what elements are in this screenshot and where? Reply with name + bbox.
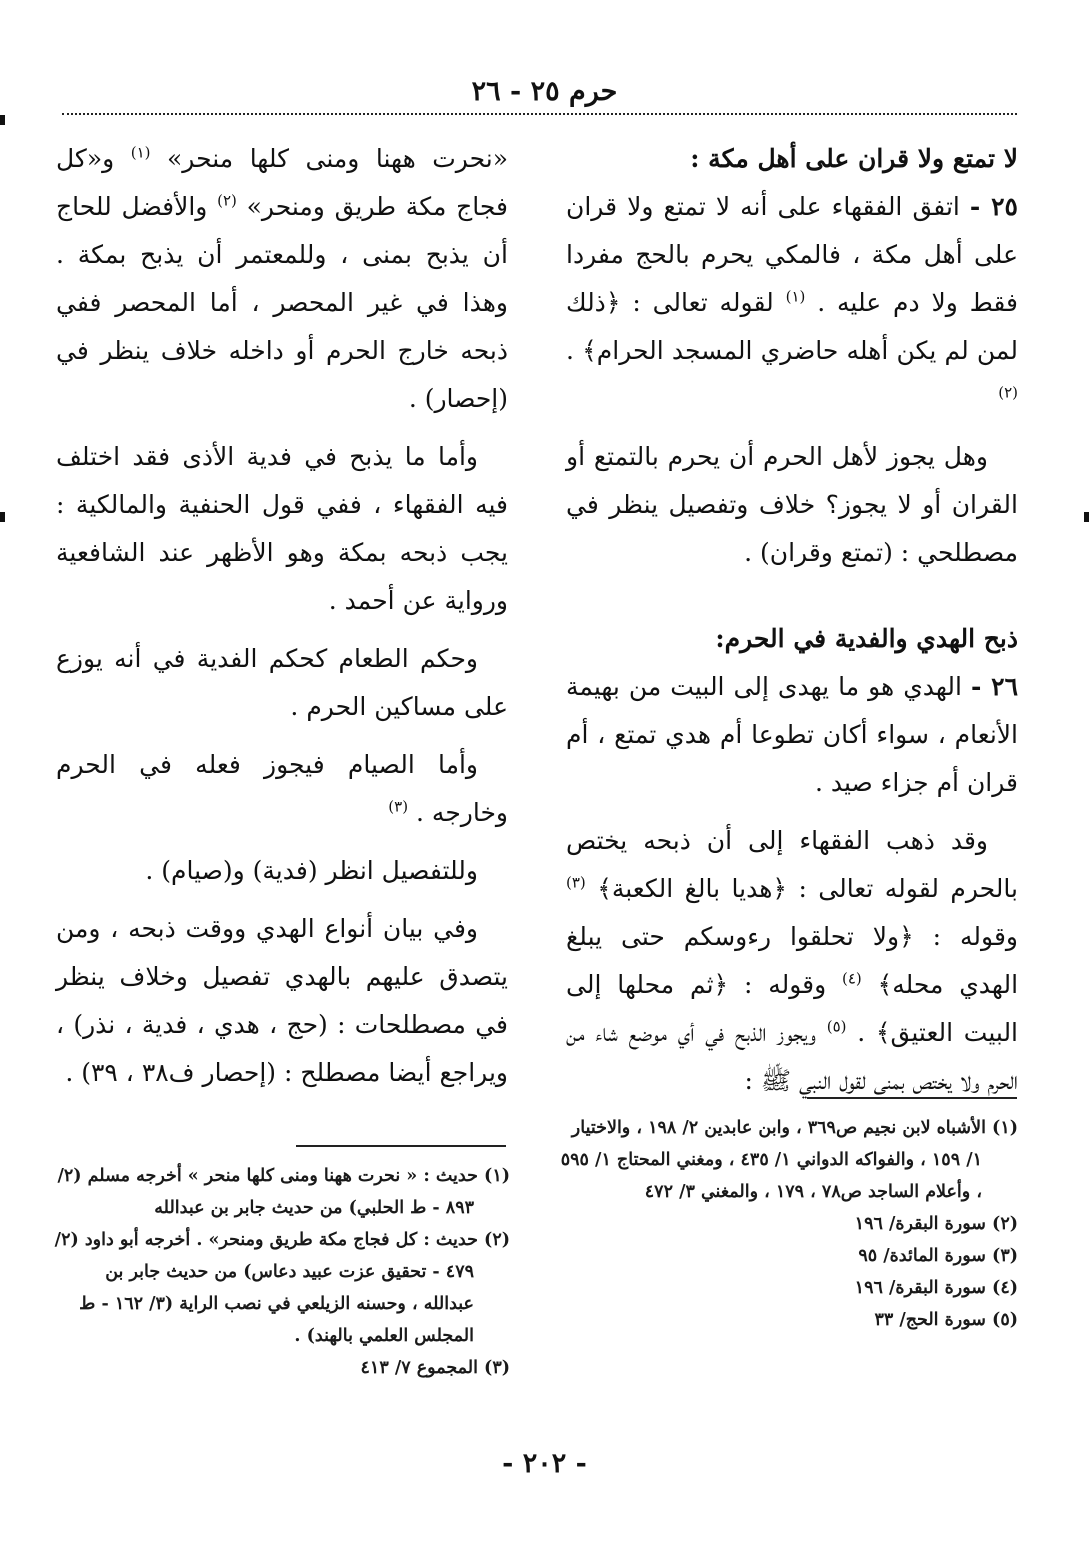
- paragraph-text: والأفضل للحاج أن يذبح بمنى ، وللمعتمر أن يذبح بمكة . وهذا في غير المحصر ، أما المحصر ففي ذبحه خارج الحرم أو داخله خلاف ينظر في (إحصار) .: [56, 192, 508, 413]
- paragraph-fidya: وأما ما يذبح في فدية الأذى فقد اختلف فيه الفقهاء ، ففي قول الحنفية والمالكية : يجب ذبحه بمكة وهو الأظهر عند الشافعية ورواية عن أحمد .: [56, 442, 508, 615]
- paragraph-text: وقد ذهب الفقهاء إلى أن ذبحه يختص بالحرم لقوله تعالى : ﴿هديا بالغ الكعبة﴾: [566, 826, 1018, 903]
- footnote-item: (١) الأشباه لابن نجيم ص٣٦٩ ، وابن عابدين ٢/ ١٩٨ ، والاختيار ١/ ١٥٩ ، والفواكه الدواني ١/ ٤٣٥ ، ومغني المحتاج ١/ ٥٩٥ ، وأعلام الساجد ص٧٨ ، ١٧٩ ، والمغني ٣/ ٤٧٢: [560, 1118, 1018, 1202]
- footnote-item: (٣) المجموع ٧/ ٤١٣: [360, 1358, 510, 1378]
- hadith-quote: «نحرت ههنا ومنى كلها منحر»: [167, 144, 508, 173]
- paragraph-text: اتفق الفقهاء على أنه لا تمتع ولا قران على أهل مكة ، فالمكي يحرم بالحج مفردا فقط ولا دم عليه .: [566, 192, 1018, 317]
- right-column: [566, 135, 1018, 1115]
- paragraph-quotes: [56, 135, 508, 423]
- hadith-quote: و«كل فجاج مكة طريق ومنحر»: [56, 144, 508, 221]
- footnotes-left: [52, 1160, 510, 1384]
- footnote-item: (٥) سورة الحج/ ٣٣: [874, 1310, 1018, 1330]
- paragraph-fasting: [56, 741, 508, 837]
- left-column: [56, 135, 508, 1107]
- footnote-item: (١) حديث : « نحرت ههنا ومنى كلها منحر » أخرجه مسلم (٢/ ٨٩٣ - ط الحلبي) من حديث جابر بن عبدالله: [57, 1166, 510, 1218]
- paragraph-food: وحكم الطعام كحكم الفدية في أنه يوزع على مساكين الحرم .: [56, 644, 508, 721]
- paragraph-text: الهدي هو ما يهدى إلى البيت من بهيمة الأنعام ، سواء أكان تطوعا أم هدي تمتع ، أم قران أم جزاء صيد .: [566, 672, 1018, 797]
- paragraph-26: [566, 663, 1018, 807]
- footnote-ref[interactable]: (٤): [841, 969, 862, 988]
- header-dotted-rule: [62, 113, 1017, 115]
- footnote-item: (٤) سورة البقرة/ ١٩٦: [854, 1278, 1018, 1298]
- page-number: - ٢٠٢ -: [502, 1448, 587, 1479]
- footnote-ref[interactable]: (٣): [566, 873, 586, 892]
- paragraph-25: [566, 183, 1018, 423]
- paragraph-types: وفي بيان أنواع الهدي ووقت ذبحه ، ومن يتصدق عليهم بالهدي تفصيل وخلاف ينظر في مصطلحات : (حج ، هدي ، فدية ، نذر) ، ويراجع أيضا مصطلح : (إحصار ف٣٨ ، ٣٩) .: [56, 914, 508, 1087]
- scan-edge-mark: [1084, 512, 1089, 522]
- paragraph-25b: وهل يجوز لأهل الحرم أن يحرم بالتمتع أو القران أو لا يجوز؟ خلاف وتفصيل ينظر في مصطلحي : (تمتع وقران) .: [566, 442, 1018, 567]
- footnote-item: (٢) حديث : كل فجاج مكة طريق ومنحر» . أخرجه أبو داود (٢/ ٤٧٩ - تحقيق عزت عبيد دعاس) من حديث جابر بن عبدالله ، وحسنه الزيلعي في نصب الراية (٣/ ١٦٢ - ط المجلس العلمي بالهند) .: [54, 1230, 510, 1346]
- paragraph-details: وللتفصيل انظر (فدية) و(صيام) .: [145, 856, 478, 885]
- scan-edge-mark: [0, 512, 5, 522]
- paragraph-number: ٢٦ -: [971, 672, 1018, 701]
- footnote-ref[interactable]: (١): [785, 287, 806, 306]
- footnote-item: (٣) سورة المائدة/ ٩٥: [858, 1246, 1018, 1266]
- footnote-ref[interactable]: (٢): [998, 383, 1018, 402]
- running-header: حرم ٢٥ - ٢٦: [471, 76, 618, 107]
- paragraph-text: وقوله : ﴿ولا تحلقوا رءوسكم حتى يبلغ الهدي محله﴾: [566, 922, 1019, 999]
- section-heading-no-tamattu: لا تمتع ولا قران على أهل مكة :: [690, 144, 1018, 173]
- paragraph-text: ويجوز الذبح في أي موضع شاء من الحرم ولا يختص بمنى لقول النبي ﷺ :: [566, 1018, 1018, 1095]
- paragraph-number: ٢٥ -: [969, 192, 1018, 221]
- spacer: [566, 587, 1018, 615]
- footnote-item: (٢) سورة البقرة/ ١٩٦: [854, 1214, 1018, 1234]
- paragraph-text: لقوله تعالى : ﴿ذلك لمن لم يكن أهله حاضري المسجد الحرام﴾ .: [566, 288, 1018, 365]
- footnote-ref[interactable]: (٥): [826, 1017, 847, 1036]
- paragraph-26b: [566, 817, 1018, 1105]
- paragraph-text: وقوله : ﴿ثم محلها إلى البيت العتيق﴾ .: [566, 970, 1019, 1047]
- footnote-separator-left: [296, 1145, 506, 1147]
- footnote-ref[interactable]: (٣): [388, 797, 409, 816]
- footnote-separator-right: [807, 1097, 1017, 1099]
- section-heading-hady: ذبح الهدي والفدية في الحرم:: [715, 624, 1018, 653]
- footnote-ref[interactable]: (١): [130, 143, 151, 162]
- scan-edge-mark: [0, 115, 5, 125]
- footnotes-right: [560, 1112, 1018, 1336]
- paragraph-text: وأما الصيام فيجوز فعله في الحرم وخارجه .: [56, 750, 508, 827]
- footnote-ref[interactable]: (٢): [217, 191, 237, 210]
